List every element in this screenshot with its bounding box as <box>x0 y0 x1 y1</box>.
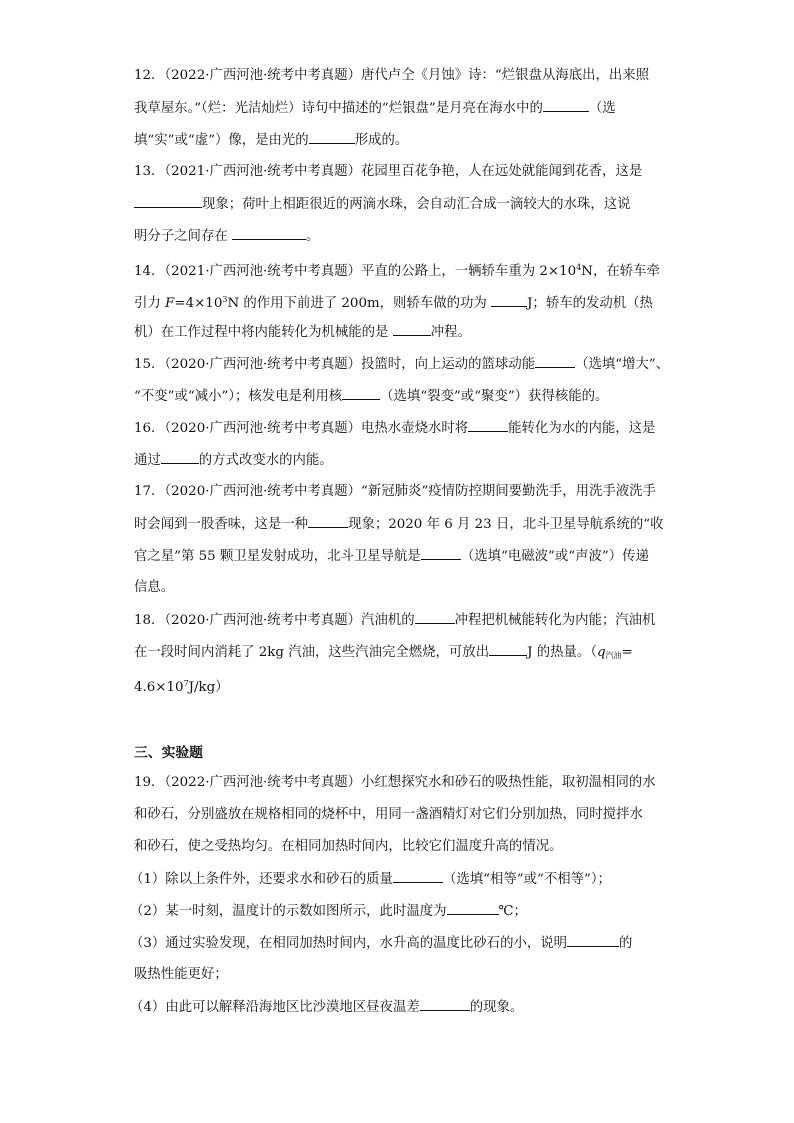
answer-blank[interactable] <box>421 546 461 560</box>
q19-line3: 和砂石，使之受热均匀。在相同加热时间内，比较它们温度升高的情况。 <box>134 839 563 854</box>
section-heading: 三、实验题 <box>134 745 203 761</box>
q12-line1: 12．（2022·广西河池·统考中考真题）唐代卢仝《月蚀》诗：“烂银盘从海底出，出来照 <box>134 68 650 83</box>
answer-blank[interactable] <box>489 642 527 656</box>
q12-line3: 填“实”或“虚”）像，是由光的 形成的。 <box>134 130 408 151</box>
q19-part3: （3）通过实验发现，在相同加热时间内，水升高的温度比砂石的小，说明 的 <box>130 933 632 954</box>
answer-blank[interactable] <box>415 610 455 624</box>
answer-blank[interactable] <box>535 354 575 368</box>
answer-blank[interactable] <box>308 514 348 528</box>
answer-blank[interactable] <box>567 933 619 947</box>
answer-blank[interactable] <box>491 293 527 307</box>
q14-line1: 14．（2021·广西河池·统考中考真题）平直的公路上，一辆轿车重为 $2\times 10^4N$，在轿车牵 <box>134 263 660 279</box>
q17-line3: 官之星”第 55 颗卫星发射成功，北斗卫星导航是 （选填“电磁波”或“声波”）传递 <box>134 546 649 567</box>
q19-line1: 19．（2022·广西河池·统考中考真题）小红想探究水和砂石的吸热性能，取初温相同的水 <box>134 775 656 790</box>
q13-line2: 现象；荷叶上相距很近的两滴水珠，会自动汇合成一滴较大的水珠，这说 <box>134 194 631 215</box>
q17-line1: 17．（2020·广西河池·统考中考真题）“新冠肺炎”疫情防控期间要勤洗手，用洗手液洗手 <box>134 484 656 499</box>
q16-line1: 16．（2020·广西河池·统考中考真题）电热水壶烧水时将 能转化为水的内能，这是 <box>134 418 655 439</box>
answer-blank[interactable] <box>393 322 431 336</box>
q19-part1: （1）除以上条件外，还要求水和砂石的质量 （选填“相等”或“不相等”）； <box>130 869 611 890</box>
q19-line2: 和砂石，分别盛放在规格相同的烧杯中，用同一盏酒精灯对它们分别加热，同时搅拌水 <box>134 807 643 822</box>
q14-line3: 机）在工作过程中将内能转化为机械能的是 冲程。 <box>134 322 471 343</box>
q17-line4: 信息。 <box>134 580 175 595</box>
answer-blank[interactable] <box>468 418 508 432</box>
q19-part3-cont: 吸热性能更好； <box>134 967 228 982</box>
q19-part2: （2）某一时刻，温度计的示数如图所示，此时温度为 ℃； <box>130 901 527 922</box>
answer-blank[interactable] <box>420 997 470 1011</box>
q16-line2: 通过 的方式改变水的内能。 <box>134 450 333 471</box>
q18-line2: 在一段时间内消耗了 2kg 汽油，这些汽油完全燃烧，可放出 J 的热量。（$q_{汽油}=$ <box>134 642 633 666</box>
q18-line1: 18．（2020·广西河池·统考中考真题）汽油机的 冲程把机械能转化为内能；汽油机 <box>134 610 655 631</box>
answer-blank[interactable] <box>309 130 355 144</box>
q14-line2: 引力 $F=4\times 10^3N$ 的作用下前进了 200m，则轿车做的功为 J；轿车的发动机（热 <box>134 295 653 311</box>
answer-blank[interactable] <box>232 226 306 240</box>
q19-part4: （4）由此可以解释沿海地区比沙漠地区昼夜温差 的现象。 <box>130 997 523 1018</box>
q12-line2: 我草屋东。”（烂：光洁灿烂）诗句中描述的“烂银盘”是月亮在海水中的 （选 <box>134 98 616 119</box>
q13-line1: 13．（2021·广西河池·统考中考真题）花园里百花争艳，人在远处就能闻到花香，这是 <box>134 164 643 179</box>
answer-blank[interactable] <box>543 98 589 112</box>
q15-line1: 15．（2020·广西河池·统考中考真题）投篮时，向上运动的篮球动能 （选填“增大”、 <box>134 354 669 375</box>
q13-line3: 明分子之间存在 。 <box>134 226 319 247</box>
answer-blank[interactable] <box>161 450 199 464</box>
q15-line2: “不变”或“减小”）；核发电是利用核 （选填“裂变”或“聚变”）获得核能的。 <box>134 386 608 407</box>
answer-blank[interactable] <box>134 194 202 208</box>
q18-line3: $4.6\times 10^7J/kg$） <box>134 679 229 695</box>
answer-blank[interactable] <box>393 869 443 883</box>
answer-blank[interactable] <box>447 901 499 915</box>
answer-blank[interactable] <box>342 386 380 400</box>
q17-line2: 时会闻到一股香味，这是一种 现象；2020 年 6 月 23 日，北斗卫星导航系统的“收 <box>134 514 663 535</box>
